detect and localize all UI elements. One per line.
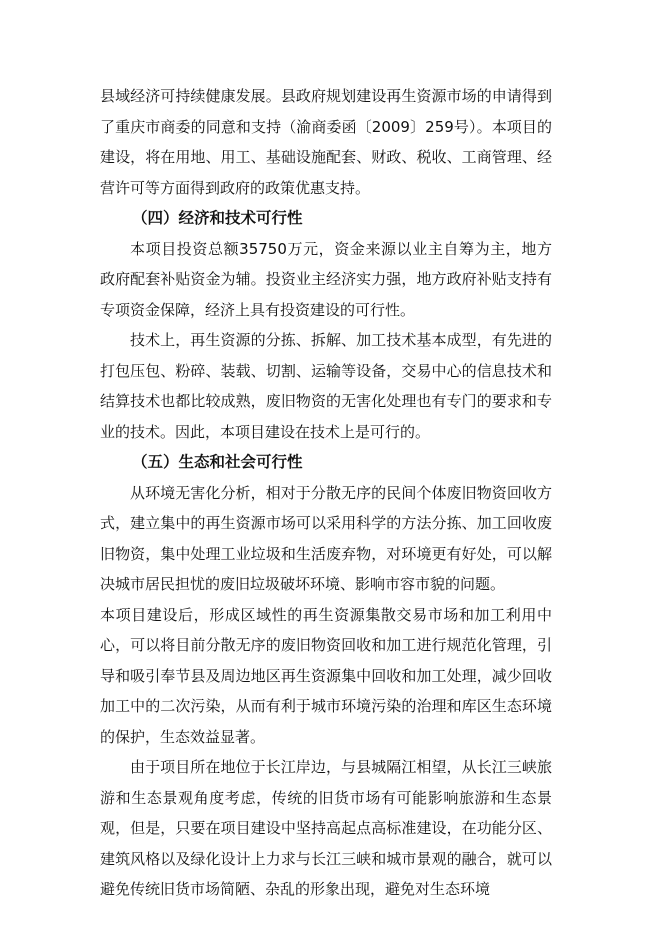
section-heading-ecological-social: （五）生态和社会可行性 — [132, 453, 303, 471]
paragraph-landscape-consideration: 由于项目所在地位于长江岸边，与县城隔江相望，从长江三峡旅游和生态景观角度考虑，传统的旧货市场有可能影响旅游和生态景观，但是，只要在项目建设中坚持高起点高标准建设，在功能分区、建筑风格以及绿化设计上力求与长江三峡和城市景观的融合，就可以避免传统旧货市场简陋、杂乱的形象出现，避免对生态环境 — [100, 758, 552, 898]
paragraph-environmental-analysis: 从环境无害化分析，相对于分散无序的民间个体废旧物资回收方式，建立集中的再生资源市场可以采用科学的方法分拣、加工回收废旧物资，集中处理工业垃圾和生活废弃物，对环境更有好处，可以解决城市居民担忧的废旧垃圾破坏环境、影响市容市貌的问题。 — [100, 483, 552, 593]
paragraph-regional-market: 本项目建设后，形成区域性的再生资源集散交易市场和加工利用中心，可以将目前分散无序的废旧物资回收和加工进行规范化管理，引导和吸引奉节县及周边地区再生资源集中回收和加工处理，减少回收加工中的二次污染，从而有利于城市环境污染的治理和库区生态环境的保护，生态效益显著。 — [100, 605, 552, 746]
paragraph-policy-support: 县域经济可持续健康发展。县政府规划建设再生资源市场的申请得到了重庆市商委的同意和支持（渝商委函〔2009〕259号）。本项目的建设，将在用地、用工、基础设施配套、财政、税收、工商管理、经营许可等方面得到政府的政策优惠支持。 — [100, 87, 552, 197]
paragraph-technical-feasibility: 技术上，再生资源的分拣、拆解、加工技术基本成型，有先进的打包压包、粉碎、装载、切割、运输等设备，交易中心的信息技术和结算技术也都比较成熟，废旧物资的无害化处理也有专门的要求和专业的技术。因此，本项目建设在技术上是可行的。 — [100, 331, 552, 441]
section-heading-economic-technical: （四）经济和技术可行性 — [132, 209, 303, 227]
document-body — [100, 81, 552, 905]
paragraph-economic-feasibility: 本项目投资总额35750万元，资金来源以业主自筹为主，地方政府配套补贴资金为辅。投资业主经济实力强，地方政府补贴支持有专项资金保障，经济上具有投资建设的可行性。 — [100, 239, 552, 319]
